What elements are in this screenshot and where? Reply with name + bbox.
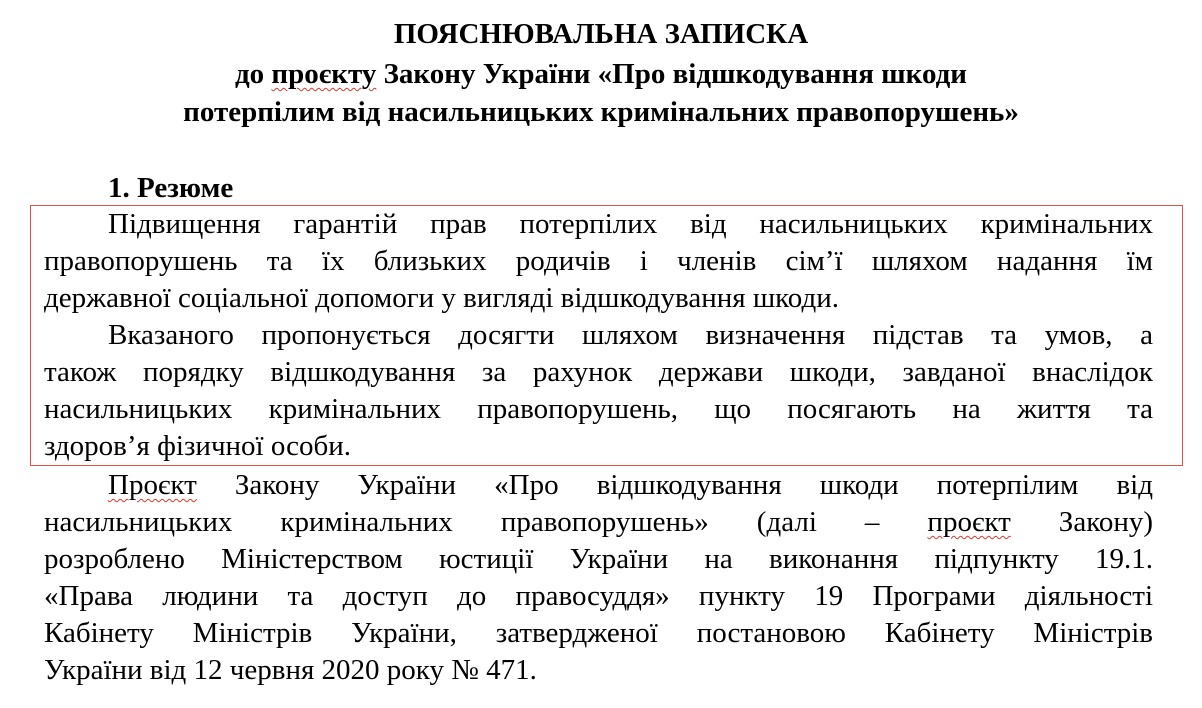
paragraph-3-line bbox=[44, 504, 1153, 541]
paragraph-3-line: розроблено Міністерством юстиції України на виконання підпункту 19.1. bbox=[44, 543, 1153, 575]
paragraph-2-line: здоров’я фізичної особи. bbox=[44, 430, 351, 462]
paragraph-1-line: Підвищення гарантій прав потерпілих від насильницьких кримінальних bbox=[108, 208, 1153, 240]
paragraph-1-line: правопорушень та їх близьких родичів і членів сім’ї шляхом надання їм bbox=[44, 245, 1153, 277]
subtitle-text-after: Закону України «Про відшкодування шкоди bbox=[376, 58, 968, 90]
section-title: 1. Резюме bbox=[108, 172, 234, 204]
paragraph-3-line: Кабінету Міністрів України, затвердженої постановою Кабінету Міністрів bbox=[44, 617, 1153, 649]
paragraph-2-line: також порядку відшкодування за рахунок держави шкоди, завданої внаслідок bbox=[44, 356, 1153, 388]
paragraph-1-line: державної соціальної допомоги у вигляді відшкодування шкоди. bbox=[44, 282, 839, 314]
paragraph-2-line: насильницьких кримінальних правопорушень, що посягають на життя та bbox=[44, 393, 1153, 425]
document-title: ПОЯСНЮВАЛЬНА ЗАПИСКА bbox=[393, 18, 809, 50]
paragraph-3-line: «Права людини та доступ до правосуддя» пункту 19 Програми діяльності bbox=[44, 580, 1153, 612]
paragraph-2-line: Вказаного пропонується досягти шляхом визначення підстав та умов, а bbox=[108, 319, 1153, 351]
document-subtitle-line-2: потерпілим від насильницьких кримінальних правопорушень» bbox=[183, 96, 1019, 128]
subtitle-text-before: до bbox=[234, 58, 272, 90]
spellcheck-flagged-word[interactable]: проєкту bbox=[271, 58, 377, 90]
paragraph-3-text: Закону України «Про відшкодування шкоди потерпілим від bbox=[196, 469, 1153, 501]
paragraph-3-text: насильницьких кримінальних правопорушень» (далі – bbox=[44, 506, 928, 538]
spellcheck-flagged-word[interactable]: проєкт bbox=[927, 506, 1011, 538]
document-subtitle-line-1 bbox=[0, 56, 1202, 93]
paragraph-3-line bbox=[108, 467, 1153, 504]
spellcheck-flagged-word[interactable]: Проєкт bbox=[108, 469, 197, 501]
paragraph-3-text: Закону) bbox=[1010, 506, 1153, 538]
paragraph-3-line: України від 12 червня 2020 року № 471. bbox=[44, 654, 537, 686]
